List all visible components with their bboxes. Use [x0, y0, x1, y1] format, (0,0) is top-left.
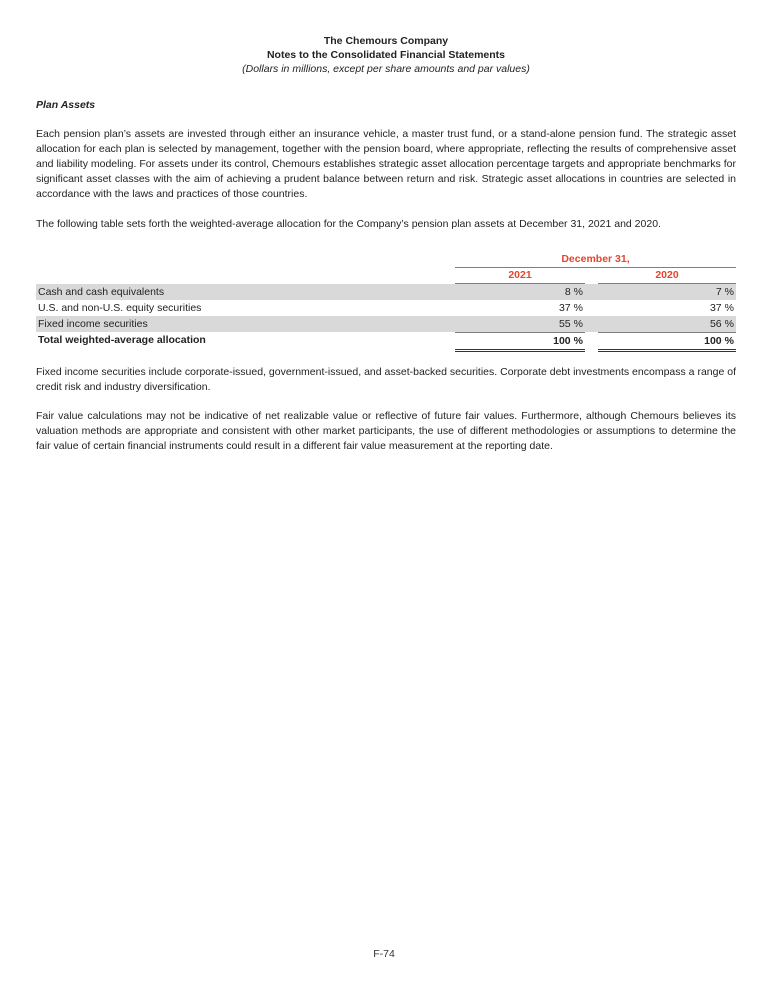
percent-sign: %: [573, 318, 583, 330]
row-label: Cash and cash equivalents: [38, 286, 165, 298]
column-gap: [585, 316, 598, 332]
paragraph-asset-allocation: Each pension plan’s assets are invested through either an insurance vehicle, a master trust fund, or a stand-alone pension fund. The strategic asset allocation for each plan is selected by management, together with the pension board, where appropriate, reflecting the results of comprehensive asset and liability modeling. For assets under its control, Chemours establishes strategic asset allocation percentage targets and appropriate benchmarks for significant asset classes with the aim of achieving a prudent balance between return and risk. Strategic asset allocations in countries are selected in accordance with the laws and practices of those countries.: [36, 128, 736, 200]
percent-sign: %: [573, 302, 583, 314]
table-row-fixed-income: [36, 316, 736, 332]
value-2021: 8 %: [564, 286, 583, 298]
value-2021: 37 %: [558, 302, 583, 314]
group-header-spacer: [36, 252, 455, 268]
company-name: The Chemours Company: [323, 35, 449, 47]
value-2020: 56 %: [709, 318, 734, 330]
column-header-2021: 2021: [455, 268, 585, 284]
column-gap: [585, 284, 598, 300]
table-group-header-row: [36, 252, 736, 268]
percent-sign: %: [724, 318, 734, 330]
year-header-gap: [585, 268, 598, 284]
header-measure-note: (Dollars in millions, except per share amounts and par values): [242, 63, 530, 75]
value-2020: 37 %: [709, 302, 734, 314]
year-header-spacer: [36, 268, 455, 284]
page-footer: [0, 947, 768, 962]
row-label: U.S. and non-U.S. equity securities: [38, 302, 202, 314]
paragraph-table-intro: The following table sets forth the weighted-average allocation for the Company’s pension plan assets at December 31, 2021 and 2020.: [36, 218, 661, 230]
value-2020: 100 %: [598, 332, 736, 352]
table-row-total-allocation: [36, 332, 736, 348]
row-label: Total weighted-average allocation: [38, 334, 206, 346]
page-content: [0, 0, 768, 454]
document-title: Notes to the Consolidated Financial Statements: [266, 49, 506, 61]
value-2020: 7 %: [715, 286, 734, 298]
table-year-header-row: [36, 268, 736, 284]
value-2021: 100 %: [455, 332, 585, 352]
column-gap: [585, 332, 598, 352]
paragraph-fair-value-note: Fair value calculations may not be indicative of net realizable value or reflective of future fair values. Furthermore, although Chemours believes its valuation methods are appropriate and consistent with other market participants, the use of different methodologies or assumptions to determine the fair value of certain financial instruments could result in a different fair value measurement at the reporting date.: [36, 410, 736, 452]
percent-sign: %: [724, 286, 734, 298]
column-gap: [585, 300, 598, 316]
percent-sign: %: [724, 335, 734, 347]
row-label: Fixed income securities: [38, 318, 148, 330]
paragraph-fixed-income-note: Fixed income securities include corporate-issued, government-issued, and asset-backed securities. Corporate debt investments encompass a range of credit risk and industry diversification.: [36, 366, 736, 393]
value-2021: 55 %: [558, 318, 583, 330]
column-header-2020: 2020: [598, 268, 736, 284]
page-header: [36, 34, 736, 76]
page-number: F-74: [373, 948, 395, 960]
group-header-december-31: December 31,: [455, 252, 736, 268]
pension-allocation-table: [36, 252, 736, 348]
section-heading-plan-assets: Plan Assets: [36, 99, 96, 111]
table-row-equity-securities: [36, 300, 736, 316]
table-row-cash-equivalents: [36, 284, 736, 300]
percent-sign: %: [573, 335, 583, 347]
percent-sign: %: [724, 302, 734, 314]
percent-sign: %: [573, 286, 583, 298]
